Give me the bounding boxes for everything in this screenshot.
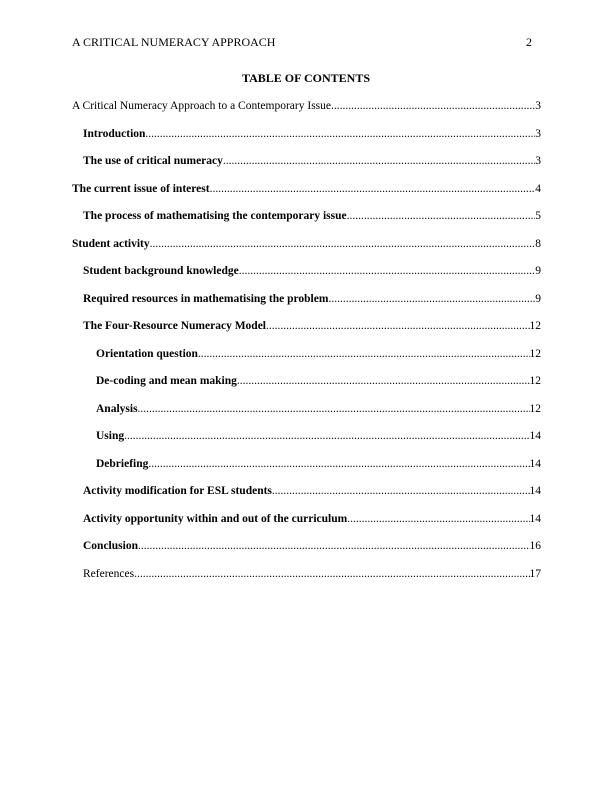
toc-entry-label: The current issue of interest — [72, 182, 210, 195]
toc-entry-label: Conclusion — [83, 540, 138, 552]
toc-entry[interactable] — [72, 237, 541, 265]
toc-entry-page: 12 — [529, 402, 541, 415]
toc-entry-label: Required resources in mathematising the problem — [83, 292, 329, 305]
toc-entry-page: 9 — [535, 292, 541, 305]
toc-entry-page: 12 — [529, 320, 541, 332]
toc-entry[interactable] — [72, 292, 541, 320]
toc-entry[interactable] — [72, 347, 541, 375]
dot-leader — [328, 292, 535, 306]
dot-leader — [124, 429, 529, 443]
dot-leader — [237, 374, 530, 388]
dot-leader — [347, 209, 536, 223]
toc-entry[interactable] — [72, 402, 541, 430]
toc-entry-page: 16 — [529, 540, 541, 552]
running-head: A CRITICAL NUMERACY APPROACH — [72, 35, 276, 49]
toc-entry[interactable] — [72, 429, 541, 457]
toc-entry[interactable] — [72, 99, 541, 127]
dot-leader — [266, 319, 529, 333]
toc-entry-label: The process of mathematising the contemporary issue — [83, 210, 347, 222]
toc-entry-page: 14 — [529, 512, 541, 525]
toc-entry-label: Using — [96, 430, 125, 442]
toc-entry-page: 14 — [529, 430, 541, 442]
toc-entry-label: References — [83, 567, 135, 580]
page-number: 2 — [526, 35, 532, 49]
dot-leader — [272, 484, 530, 498]
toc-entry-label: Analysis — [96, 402, 138, 415]
toc-heading: TABLE OF CONTENTS — [241, 71, 371, 85]
toc-entry-label: De-coding and mean making — [96, 375, 237, 387]
dot-leader — [347, 512, 529, 526]
toc-entry-page: 14 — [529, 485, 541, 497]
toc-entry[interactable] — [72, 209, 541, 237]
toc-entry-label: The Four-Resource Numeracy Model — [83, 320, 267, 332]
toc-entry-page: 14 — [529, 457, 541, 470]
toc-entry-page: 5 — [535, 210, 541, 222]
toc-entry-label: Introduction — [83, 127, 146, 140]
dot-leader — [223, 154, 535, 168]
toc-entry[interactable] — [72, 512, 541, 540]
toc-entry-page: 3 — [535, 100, 541, 112]
dot-leader — [138, 402, 530, 416]
toc-entry-page: 12 — [529, 375, 541, 387]
toc-entry-label: Activity modification for ESL students — [83, 485, 272, 497]
toc-entry[interactable] — [72, 374, 541, 402]
toc-entry[interactable] — [72, 264, 541, 292]
toc-entry[interactable] — [72, 457, 541, 485]
toc-entry-page: 3 — [535, 155, 541, 167]
dot-leader — [148, 457, 529, 471]
toc-entry-page: 8 — [535, 237, 541, 250]
toc-entry-label: Debriefing — [96, 457, 149, 470]
toc-entry[interactable] — [72, 127, 541, 155]
dot-leader — [331, 99, 535, 113]
page-header — [72, 35, 532, 51]
dot-leader — [150, 237, 536, 251]
toc-entry-label: A Critical Numeracy Approach to a Contemporary Issue — [72, 100, 331, 112]
toc-entry-label: Student background knowledge — [83, 265, 239, 277]
toc-entry[interactable] — [72, 182, 541, 210]
dot-leader — [138, 539, 530, 553]
toc-entry-page: 17 — [529, 567, 541, 580]
toc-entry-label: Activity opportunity within and out of the curriculum — [83, 512, 348, 525]
toc-entry-label: Student activity — [72, 237, 150, 250]
toc-entry-page: 12 — [529, 347, 541, 360]
toc-entry[interactable] — [72, 154, 541, 182]
toc-entry[interactable] — [72, 567, 541, 595]
toc-entry-label: The use of critical numeracy — [83, 155, 223, 167]
toc-entry-page: 9 — [535, 265, 541, 277]
toc-entry[interactable] — [72, 539, 541, 567]
dot-leader — [145, 127, 535, 141]
toc-entry-page: 3 — [535, 127, 541, 140]
toc-entry-label: Orientation question — [96, 347, 198, 360]
dot-leader — [198, 347, 530, 361]
dot-leader — [239, 264, 536, 278]
toc-entry[interactable] — [72, 484, 541, 512]
toc-entry-page: 4 — [535, 182, 541, 195]
dot-leader — [134, 567, 529, 581]
dot-leader — [210, 182, 536, 196]
toc-entry[interactable] — [72, 319, 541, 347]
table-of-contents — [72, 99, 541, 594]
